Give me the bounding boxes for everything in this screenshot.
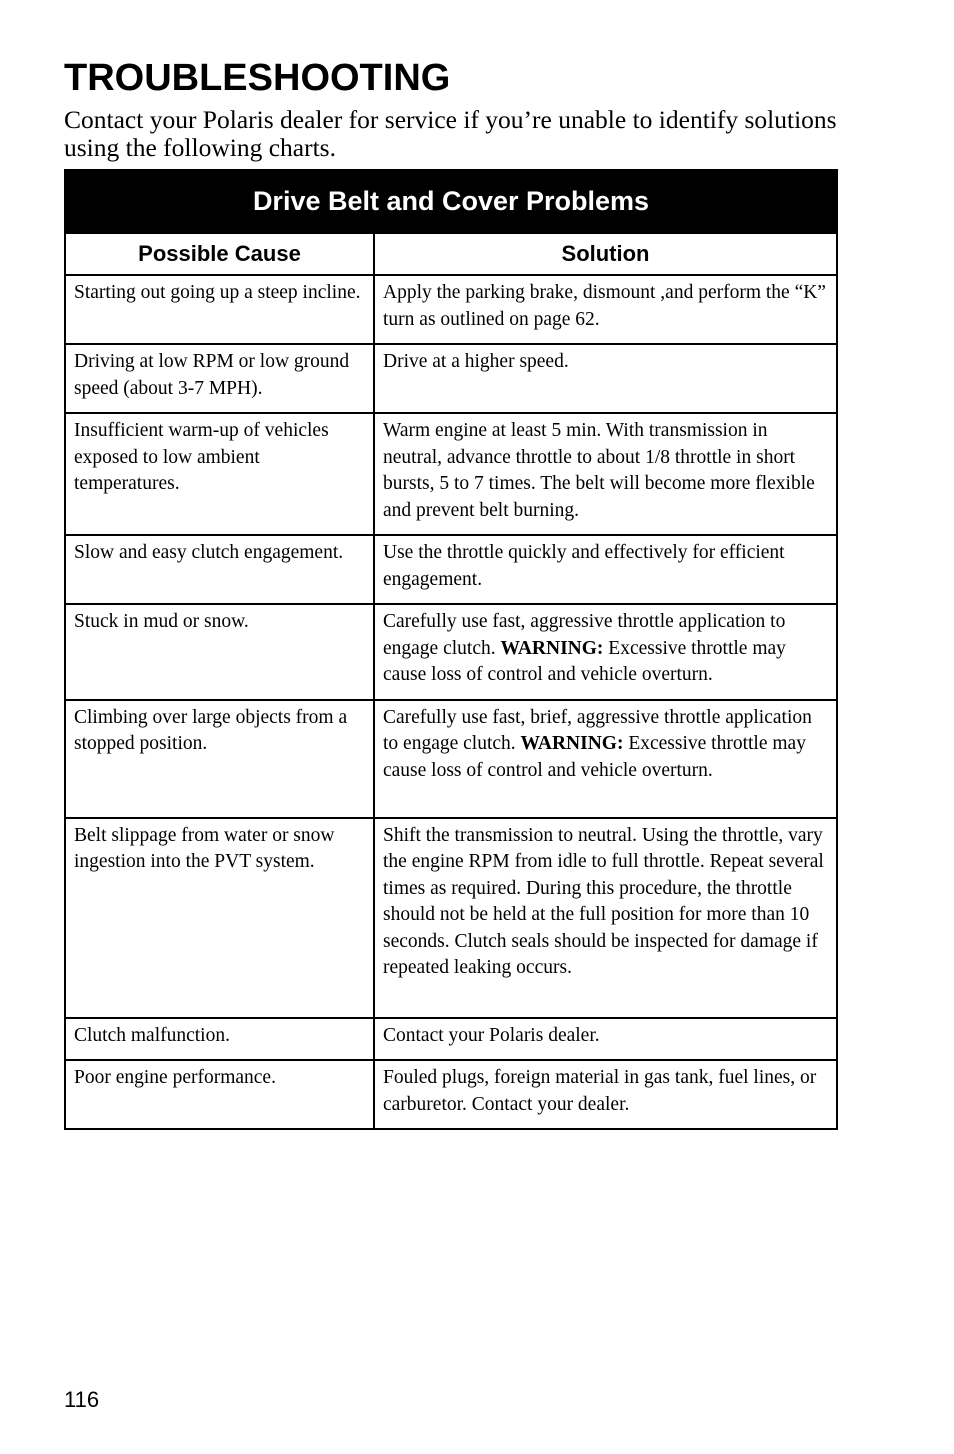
cause-cell: Belt slippage from water or snow ingestion into the PVT system. bbox=[65, 818, 374, 1018]
solution-cell: Drive at a higher speed. bbox=[374, 344, 837, 413]
table-row bbox=[65, 1018, 837, 1061]
solution-cell bbox=[374, 700, 837, 818]
table-row bbox=[65, 604, 837, 700]
cause-cell: Driving at low RPM or low ground speed (about 3-7 MPH). bbox=[65, 344, 374, 413]
solution-text: Carefully use fast, aggressive throttle application to engage clutch. bbox=[383, 611, 786, 659]
cause-cell: Climbing over large objects from a stopped position. bbox=[65, 700, 374, 818]
solution-cell bbox=[374, 604, 837, 700]
cause-cell: Starting out going up a steep incline. bbox=[65, 275, 374, 344]
column-header-solution: Solution bbox=[374, 233, 837, 275]
cause-cell: Slow and easy clutch engagement. bbox=[65, 535, 374, 604]
table-row bbox=[65, 1060, 837, 1129]
solution-cell: Apply the parking brake, dismount ,and perform the “K” turn as outlined on page 62. bbox=[374, 275, 837, 344]
troubleshooting-table bbox=[64, 169, 838, 1130]
cause-cell: Insufficient warm-up of vehicles exposed to low ambient temperatures. bbox=[65, 413, 374, 535]
column-header-cause: Possible Cause bbox=[65, 233, 374, 275]
solution-cell: Fouled plugs, foreign material in gas tank, fuel lines, or carburetor. Contact your dealer. bbox=[374, 1060, 837, 1129]
table-row bbox=[65, 535, 837, 604]
cause-cell: Poor engine performance. bbox=[65, 1060, 374, 1129]
table-title-row bbox=[65, 170, 837, 233]
solution-cell: Use the throttle quickly and effectively for efficient engagement. bbox=[374, 535, 837, 604]
warning-label: WARNING: bbox=[500, 637, 604, 659]
table-row bbox=[65, 413, 837, 535]
cause-cell: Clutch malfunction. bbox=[65, 1018, 374, 1061]
table-row bbox=[65, 344, 837, 413]
table-row bbox=[65, 818, 837, 1018]
solution-cell: Warm engine at least 5 min. With transmission in neutral, advance throttle to about 1/8 throttle in short bursts, 5 to 7 times. The belt will become more flexible and prevent belt burning. bbox=[374, 413, 837, 535]
page-number: 116 bbox=[64, 1387, 100, 1412]
cause-cell: Stuck in mud or snow. bbox=[65, 604, 374, 700]
table-row bbox=[65, 275, 837, 344]
solution-text: Carefully use fast, brief, aggressive throttle application to engage clutch. bbox=[383, 706, 812, 754]
table-row bbox=[65, 700, 837, 818]
table-title: Drive Belt and Cover Problems bbox=[65, 170, 837, 233]
table-header-row bbox=[65, 233, 837, 275]
warning-label: WARNING: bbox=[520, 733, 624, 754]
solution-cell: Contact your Polaris dealer. bbox=[374, 1018, 837, 1061]
page-title: TROUBLESHOOTING bbox=[64, 57, 451, 99]
solution-cell: Shift the transmission to neutral. Using the throttle, vary the engine RPM from idle to full throttle. Repeat several times as required. During this procedure, the throttle should not be held at the full position for more than 10 seconds. Clutch seals should be inspected for damage if repeated leaking occurs. bbox=[374, 818, 837, 1018]
solution-text: Excessive throttle may cause loss of control and vehicle overturn. bbox=[383, 637, 786, 685]
intro-paragraph: Contact your Polaris dealer for service if you’re unable to identify solutions using the following charts. bbox=[64, 105, 837, 162]
solution-text: Excessive throttle may cause loss of control and vehicle overturn. bbox=[383, 733, 806, 781]
